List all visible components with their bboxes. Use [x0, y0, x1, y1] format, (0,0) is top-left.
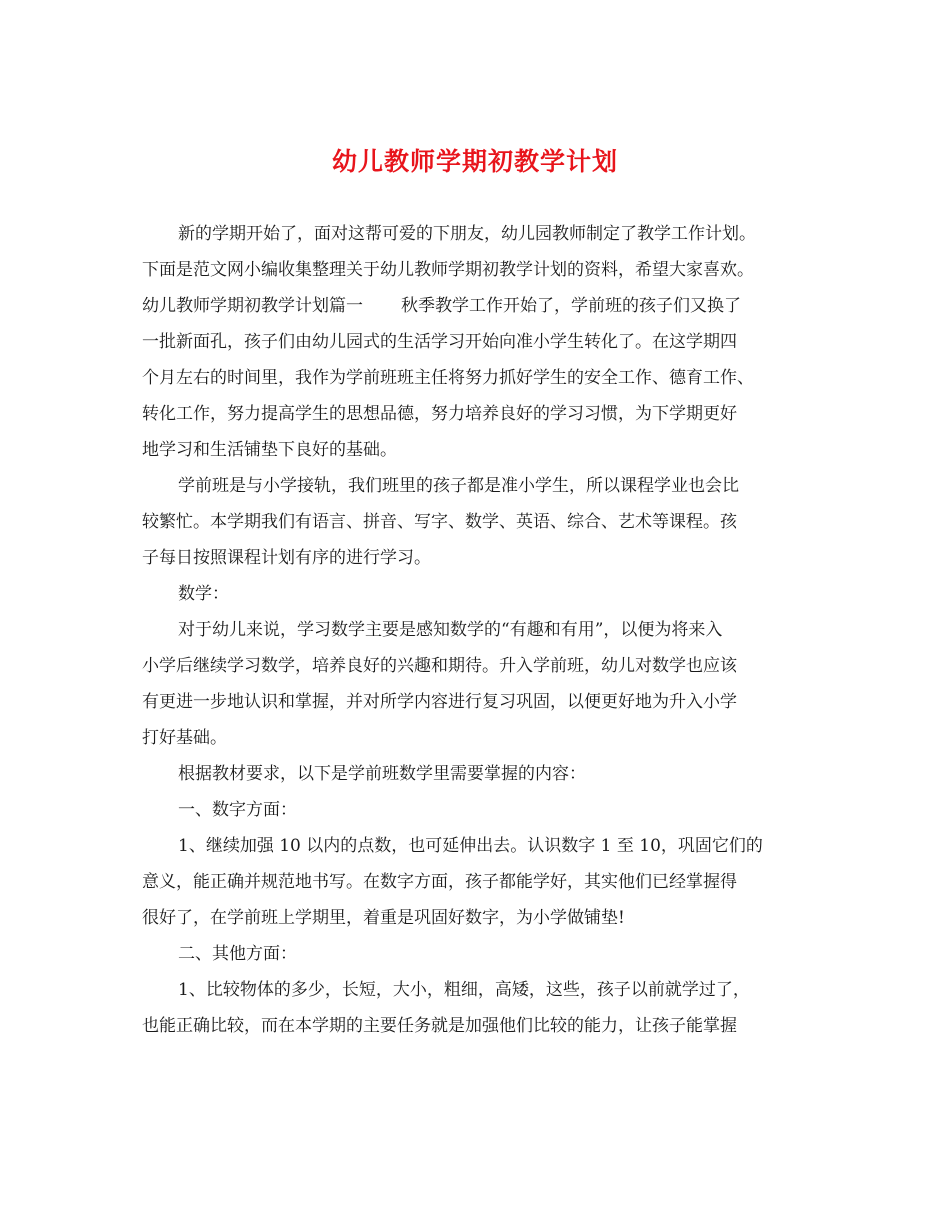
text-line: 较繁忙。本学期我们有语言、拼音、写字、数学、英语、综合、艺术等课程。孩 [142, 512, 737, 532]
text-line: 打好基础。 [142, 728, 227, 748]
text-line: 意义，能正确并规范地书写。在数字方面，孩子都能学好，其实他们已经掌握得 [142, 872, 737, 892]
subheading: 一、数字方面： [178, 800, 297, 820]
document-title: 幼儿教师学期初教学计划 [331, 147, 618, 176]
text-line: 1、比较物体的多少，长短，大小，粗细，高矮，这些，孩子以前就学过了， [178, 980, 750, 1000]
text-line: 也能正确比较，而在本学期的主要任务就是加强他们比较的能力，让孩子能掌握 [142, 1016, 737, 1036]
text-line: 对于幼儿来说，学习数学主要是感知数学的“有趣和有用”，以便为将来入 [178, 620, 723, 640]
text-line: 小学后继续学习数学，培养良好的兴趣和期待。升入学前班，幼儿对数学也应该 [142, 656, 737, 676]
text-line: 很好了，在学前班上学期里，着重是巩固好数字，为小学做铺垫! [142, 908, 625, 928]
text-line: 地学习和生活铺垫下良好的基础。 [142, 440, 397, 460]
text-line: 根据教材要求，以下是学前班数学里需要掌握的内容： [178, 764, 586, 784]
text-line: 转化工作，努力提高学生的思想品德，努力培养良好的学习习惯，为下学期更好 [142, 404, 737, 424]
text-line: 新的学期开始了，面对这帮可爱的下朋友，幼儿园教师制定了教学工作计划。 [178, 224, 756, 244]
text-line: 子每日按照课程计划有序的进行学习。 [142, 548, 431, 568]
section-heading: 幼儿教师学期初教学计划篇一 [142, 296, 363, 316]
subheading: 二、其他方面： [178, 944, 297, 964]
text-run: 秋季教学工作开始了，学前班的孩子们又换了 [401, 296, 741, 316]
text-line-mixed [142, 288, 812, 324]
document-body [142, 216, 812, 1044]
text-line: 下面是范文网小编收集整理关于幼儿教师学期初教学计划的资料，希望大家喜欢。 [142, 260, 754, 280]
text-line: 学前班是与小学接轨，我们班里的孩子都是准小学生，所以课程学业也会比 [178, 476, 739, 496]
text-line: 个月左右的时间里，我作为学前班班主任将努力抓好学生的安全工作、德育工作、 [142, 368, 754, 388]
text-line: 1、继续加强 10 以内的点数，也可延伸出去。认识数字 1 至 10，巩固它们的 [178, 836, 763, 856]
text-line: 一批新面孔，孩子们由幼儿园式的生活学习开始向准小学生转化了。在这学期四 [142, 332, 737, 352]
subheading: 数学： [178, 584, 229, 604]
text-line: 有更进一步地认识和掌握，并对所学内容进行复习巩固，以便更好地为升入小学 [142, 692, 737, 712]
